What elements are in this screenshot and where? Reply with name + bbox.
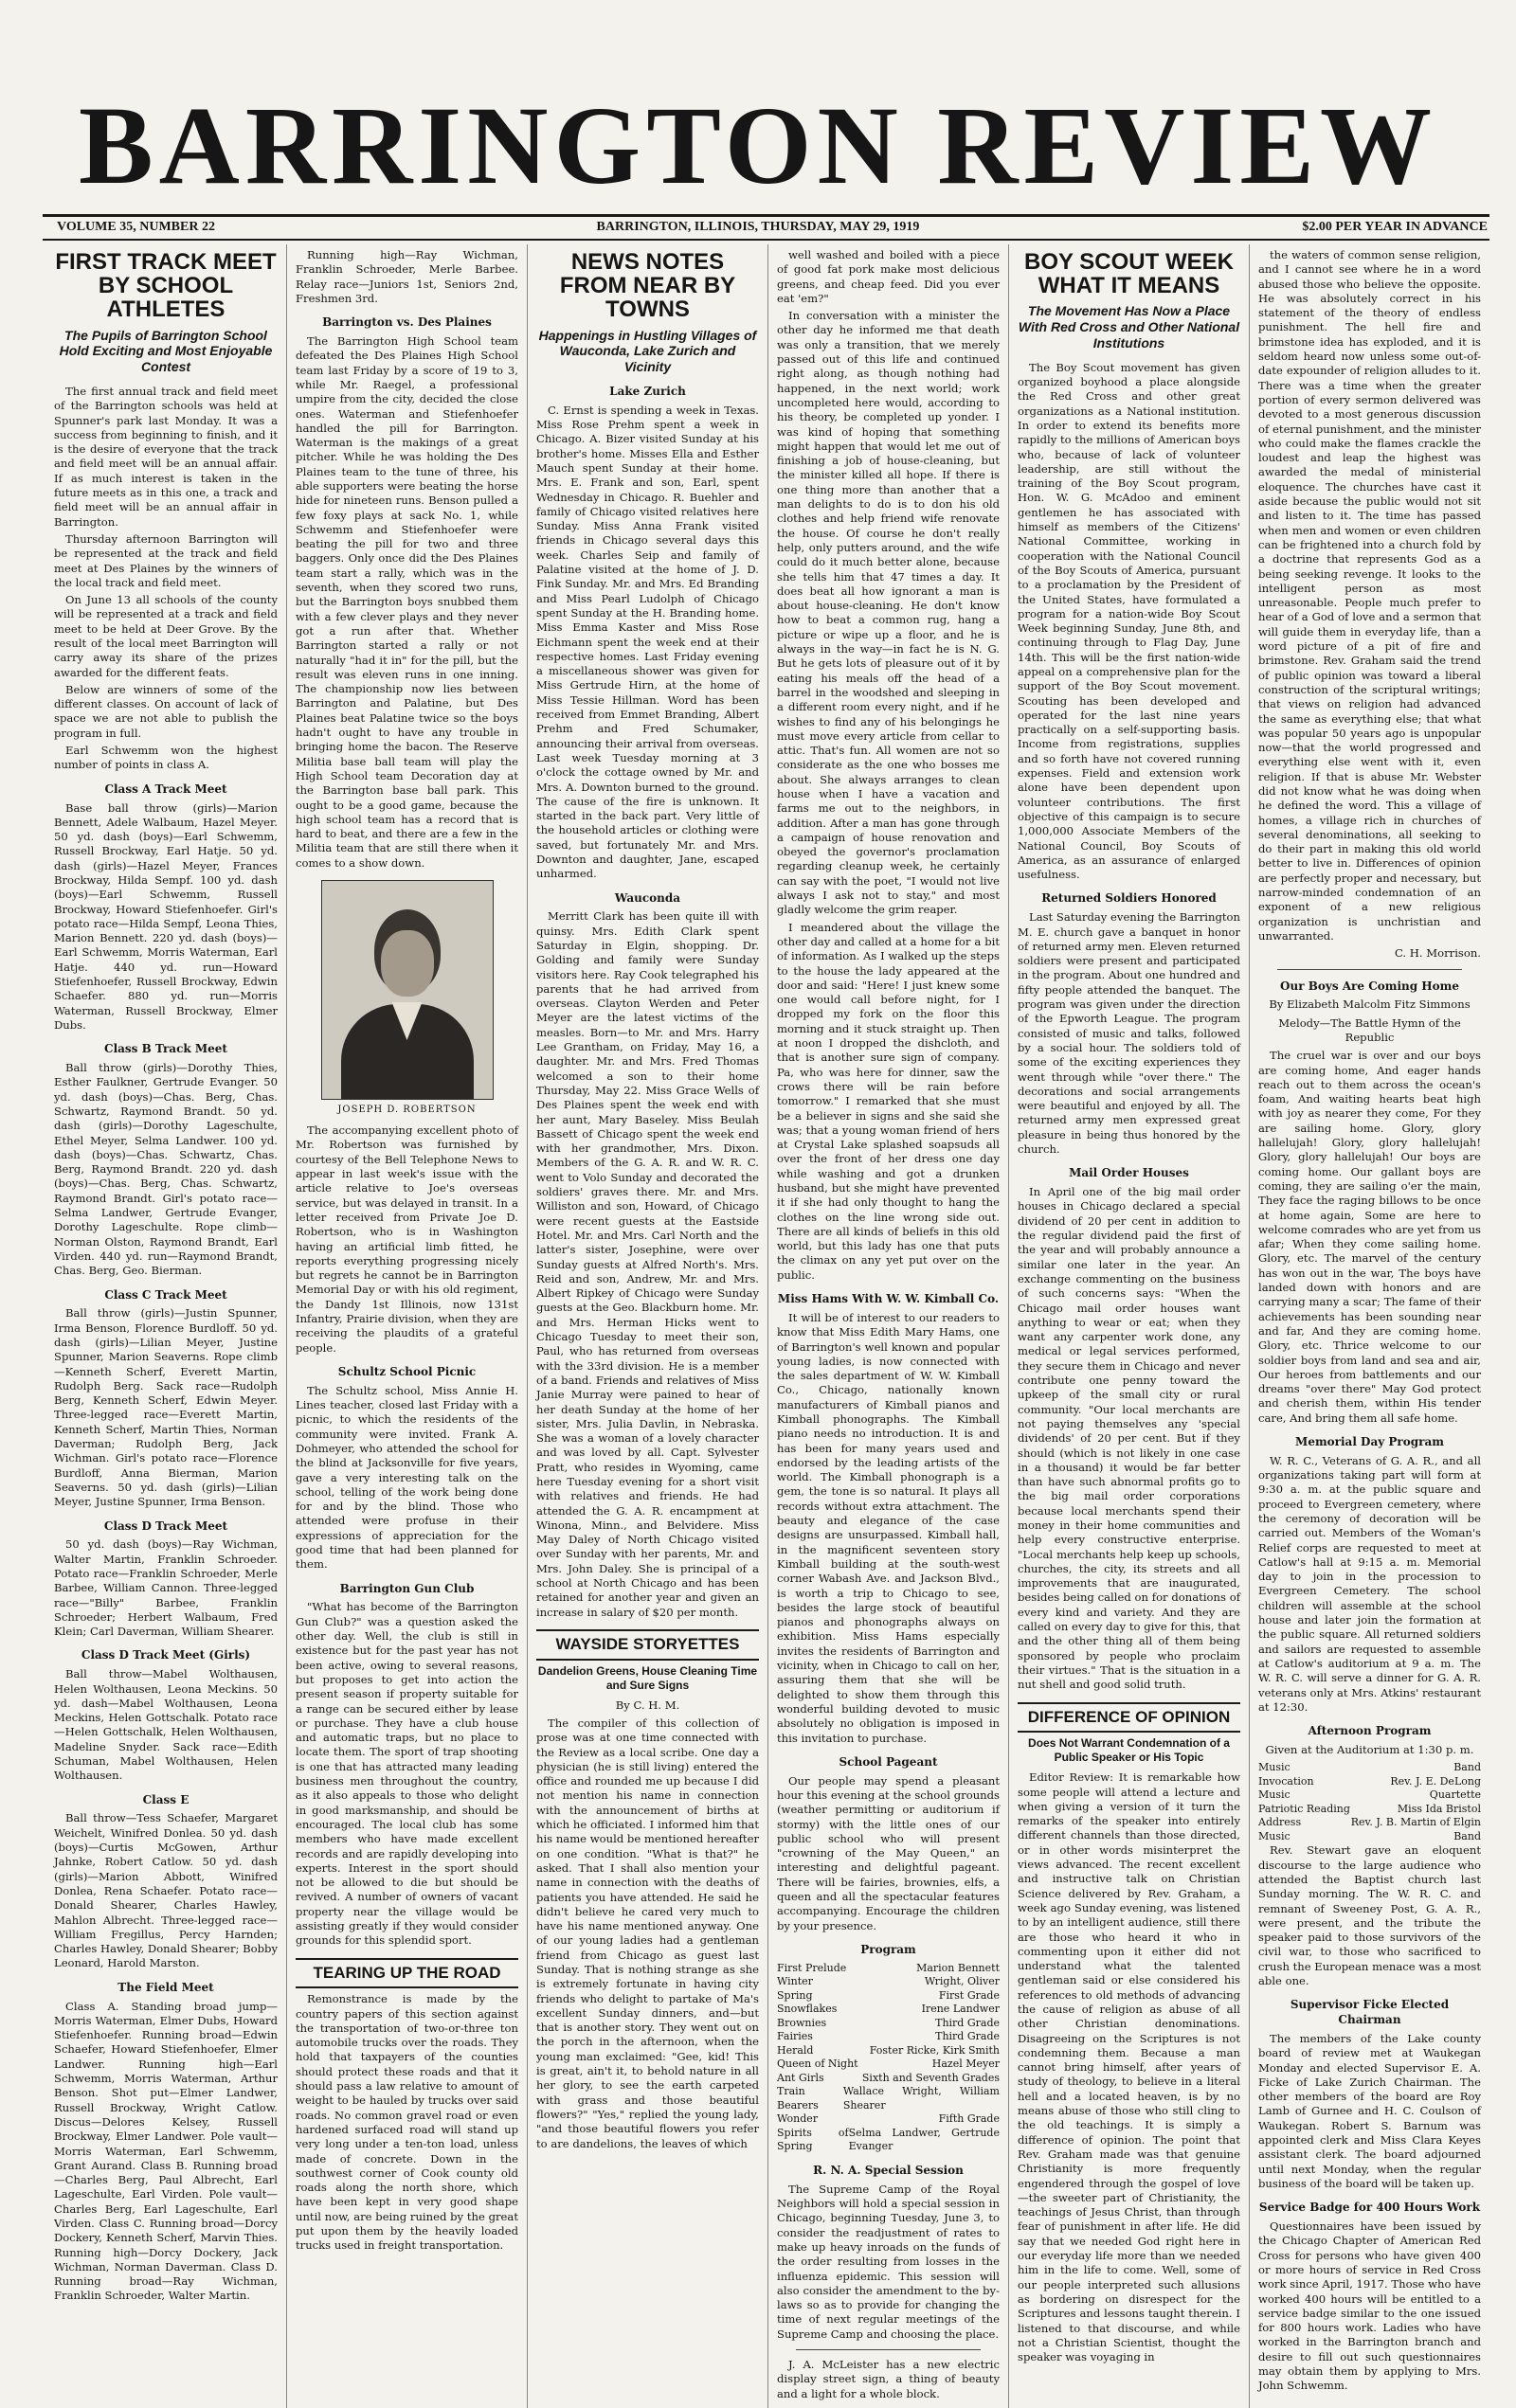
subhead-rna-session: R. N. A. Special Session	[813, 2163, 964, 2177]
subhead-class-d: Class D Track Meet	[103, 1518, 228, 1533]
subhead-class-e: Class E	[142, 1792, 190, 1806]
subhead-mail-order: Mail Order Houses	[1069, 1166, 1189, 1180]
afternoon-intro: Given at the Auditorium at 1:30 p. m.	[1265, 1742, 1474, 1756]
newspaper-title: BARRINGTON REVIEW	[78, 83, 1438, 207]
headline-difference-of-opinion: DIFFERENCE OF OPINION	[1018, 1702, 1240, 1734]
subhead-kimball: Miss Hams With W. W. Kimball Co.	[777, 1292, 1000, 1306]
headline-track-meet: FIRST TRACK MEET BY SCHOOL ATHLETES	[55, 249, 277, 323]
subhead-afternoon-program: Afternoon Program	[1308, 1724, 1432, 1738]
program-row: Music Band	[1258, 1829, 1481, 1842]
pageant-program-list	[777, 1962, 1000, 2154]
program-row: Patriotic Reading Miss Ida Bristol	[1258, 1802, 1481, 1815]
article-tearing-up-road: Remonstrance is made by the country papers of this section against the transportation of two-or-three ton automobile trucks over the roads. They hold that taxpayers of the counties should protect these roads and that it should pass a law relative to amount of weight to be hauled by trucks over said roads. No common gravel road or even hardened surfaced road will stand up very long under a ten-ton load, unless made of concrete. Down in the southwest corner of Cook county old roads along the north shore, which have been kept in very good shape until now, are being ruined by the great put upon them by the heavily loaded trucks used in freight transportation.	[296, 1992, 518, 2253]
program-row: First Prelude Marion Bennett	[777, 1961, 1000, 1974]
subhead-returned-soldiers: Returned Soldiers Honored	[1041, 891, 1217, 906]
program-row: Herald Foster Ricke, Kirk Smith	[777, 2043, 1000, 2057]
program-row: Invocation Rev. J. E. DeLong	[1258, 1774, 1481, 1788]
subhead-lake-zurich: Lake Zurich	[609, 384, 686, 398]
newspaper-columns	[45, 244, 1489, 2400]
subhead-gun-club: Barrington Gun Club	[339, 1581, 475, 1595]
subhead-school-pageant: School Pageant	[839, 1754, 938, 1769]
article-service-badge: Questionnaires have been issued by the Chicago Chapter of American Red Cross for persons who have given 400 or more hours of service in Red Cross work since April, 1917. Those who have worked 400 hours will be entitled to a service badge similar to the one issued for 800 hours work. Ladies who have worked in the Barrington branch and desire to fill out such questionnaires may obtain them by applying to Mrs. John Schwemm.	[1258, 2219, 1481, 2393]
headline-boy-scout-week: BOY SCOUT WEEK WHAT IT MEANS	[1024, 249, 1234, 299]
program-row: Spirits of Spring Selma Landwer, Gertrude Evanger	[777, 2126, 1000, 2153]
subhead-class-d-girls: Class D Track Meet (Girls)	[81, 1648, 251, 1662]
column-6	[1249, 244, 1489, 2408]
article-paragraph: I meandered about the village the other day and called at a home for a bit of information. As I walked up the steps to the house the lady appeared at the door and said: "Here! I just knew some one would call before night, for I dropped my fork on the floor this morning and it stuck straight up. Then at noon I dropped the dishcloth, and that is another sure sign of company. Pa, who was here for dinner, saw the crows there will be rain before tomorrow." I remarked that she must be a believer in signs and she said she was; that a young woman friend of hers at Crystal Lake splashed soapsuds all over the front of her dress one day while washing and got a drunken husband, but she might have prevented it if she had only thought to hang the clothes on the line wrong side out. There are all kinds of beliefs in this old world, but this lady has one that puts the climax on any yet put over on the public.	[777, 920, 1000, 1282]
headline-news-notes: NEWS NOTES FROM NEAR BY TOWNS	[559, 249, 736, 323]
byline-poem: By Elizabeth Malcolm Fitz Simmons	[1269, 997, 1471, 1012]
article-paragraph: Below are winners of some of the different classes. On account of lack of space we are not able to publish the program in full.	[54, 682, 278, 740]
program-row: Music Quartette	[1258, 1788, 1481, 1802]
dateline: BARRINGTON, ILLINOIS, THURSDAY, MAY 29, 1919	[596, 220, 920, 234]
column-1	[45, 244, 286, 2408]
program-row: Fairies Third Grade	[777, 2030, 1000, 2043]
portrait-photo	[321, 880, 494, 1100]
program-row: Wonder Fifth Grade	[777, 2112, 1000, 2126]
article-wayside-storyettes: The compiler of this collection of prose was at one time connected with the Review as a local scribe. One day a physician (he is still living) entered the office and rounded me up because I did not mention his name in connection with the announcement of births at which he officiated. I informed him that his name would be mentioned hereafter on one condition. "What is that?" he asked. That I shall also mention your name in connection with the deaths of patients you have attended. He said he didn't believe he cared very much to have his name mentioned anyway. One of our young ladies had a gentleman friend from Chicago as guest last Sunday. That is nothing strange as she is extremely fortunate in having city friends who delight to partake of Ma's excellent Sunday dinners, and—but that is another story. They went out on the porch in the afternoon, when the young man exclaimed: "Gee, kid! This is great, ain't it, to behold nature in all her glory, to see the earth carpeted with grass and those beautiful flowers?" "Yes," replied the young lady, "and those beautiful flowers you refer to are dandelions, the leaves of which	[536, 1716, 759, 2150]
results-class-b: Ball throw (girls)—Dorothy Thies, Esther Faulkner, Gertrude Evanger. 50 yd. dash (boys)—Chas. Berg, Chas. Schwartz, Raymond Brandt. 50 yd. dash (girls)—Dorothy Lageschulte, Ethel Meyer, Selma Landwer. 100 yd. dash (boys)—Chas. Schwartz, Chas. Berg, Raymond Brandt. 220 yd. dash (boys)—Chas. Berg, Chas. Schwartz, Raymond Brandt. Girl's potato race—Selma Landwer, Gertrude Evanger, Dorothy Lageschulte. Rope climb—Norman Olston, Raymond Brandt, Earl Virden. 440 yd. run—Raymond Brandt, Chas. Berg, Geo. Bierman.	[54, 1061, 278, 1278]
headline-tearing-up-road: TEARING UP THE ROAD	[296, 1958, 518, 1989]
article-difference-of-opinion: Editor Review: It is remarkable how some people will attend a lecture and when giving a version of it turn the remarks of the speaker into entirely different channels than those directed, or in other words misinterpret the views advanced. The recent excellent and instructive talk on Christian Science delivered by Rev. Graham, a week ago Sunday evening, was listened to by an intelligent audience, still there are those who heard it who in commenting upon it either did not understand what the talented gentleman said or else considered his references to old methods of advancing the cause of religion as abuse of all other Christian denominations. Disagreeing on the Scriptures is not condemning them. Because a man cannot bring himself, after years of study of theology, to believe in a literal hell and a located heaven, is by no means abuse of those who still cling to the old teachings. It is simply a difference of opinion. The point that Rev. Graham made was that genuine Christianity is more frequently engendered through the gospel of love—the sweeter part of Christianity, the teachings of Jesus Christ, than through fear of punishment in after life. He did say that we needed God right here in our everyday life more than we needed him in the life to come. Well, some of our people interpreted such allusions as bordering on disrespect for the Scriptures and lessons taught therein. I listened to that discourse, and while not a Christian Scientist, thought the speaker was voyaging in	[1018, 1770, 1240, 2364]
article-school-pageant: Our people may spend a pleasant hour this evening at the school grounds (weather permitting or auditorium if stormy) with the little ones of our public school who will present "crowning of the May Queen," an interesting and delightful pageant. There will be fairies, brownies, elfs, a queen and all the spectacular features accompanying. Encourage the children by your presence.	[777, 1773, 1000, 1932]
results-field-meet: Class A. Standing broad jump—Morris Waterman, Elmer Dubs, Howard Stiefenhoefer. Running broad—Edwin Schaefer, Howard Stiefenhoefer, Elmer Landwer. Running high—Earl Schwemm, Morris Waterman, Arthur Benson. Shot put—Elmer Landwer, Russell Brockway, Wright Catlow. Discus—Delores Kelsey, Russell Brockway, Elmer Landwer. Pole vault—Morris Waterman, Earl Schwemm, Grant Aurand. Class B. Running broad—Charles Berg, Paul Albrecht, Earl Lageschulte, Earl Virden. Pole vault—Charles Berg, Earl Lageschulte, Earl Virden. Class C. Running broad—Dorcy Dockery, Kenneth Scherf, Marvin Thies. Running high—Dorcy Dockery, Jack Wichman, Norman Daverman. Class D. Running broad—Ray Wichman, Franklin Schroeder, Walter Martin.	[54, 1999, 278, 2303]
poem-tune: Melody—The Battle Hymn of the Republic	[1278, 1015, 1461, 1044]
article-mcleister: J. A. McLeister has a new electric display street sign, a thing of beauty and a light for a whole block.	[777, 2358, 1000, 2400]
program-row: Address Rev. J. B. Martin of Elgin	[1258, 1816, 1481, 1829]
divider	[1277, 969, 1462, 970]
article-returned-soldiers: Last Saturday evening the Barrington M. E. church gave a banquet in honor of returned army men. Eleven returned soldiers were present and participated in the program. About one hundred and fifty people attended the banquet. The program was given under the direction of the Epworth League. The program consisted of music and talks, followed by a social hour. The soldiers told of some of the exciting experiences they went through while "over there." The decorations and social arrangements were beautiful and enjoyed by all. The returned army men expressed great pleasure in being thus honored by the church.	[1018, 910, 1240, 1157]
afternoon-program-list	[1258, 1761, 1481, 1843]
results-class-c: Ball throw (girls)—Justin Spunner, Irma Benson, Florence Burdloff. 50 yd. dash (girls)—Lilian Meyer, Justine Spunner, Marion Seaverns. Rope climb—Kenneth Scherf, Everett Martin, Rudolph Berg. Sack race—Rudolph Berg, Kenneth Scherf, Edwin Meyer. Three-legged race—Everett Martin, Kenneth Scherf, Martin Thies, Norman Daverman; Rudolph Berg, Jack Wichman. Girl's potato race—Florence Burdloff, Anna Bierman, Marion Seaverns. 50 yd. dash (girls)—Lilian Meyer, Justine Spunner, Irma Benson.	[54, 1306, 278, 1509]
subhead-program: Program	[860, 1942, 916, 1956]
program-row: Winter Wright, Oliver	[777, 1975, 1000, 1988]
dateline-rule	[43, 239, 1489, 241]
subhead-class-b: Class B Track Meet	[104, 1042, 227, 1056]
photo-caption: JOSEPH D. ROBERTSON	[337, 1105, 477, 1115]
article-paragraph: The first annual track and field meet of the Barrington schools was held at Spunner's park last Monday. It was a success from beginning to finish, and it is the desire of everyone that the track and field meet will be an annual affair. If as much interest is taken in the future meets as in this one, a track and field meet will be an annual affair in Barrington.	[54, 384, 278, 529]
results-class-e: Ball throw—Tess Schaefer, Margaret Weichelt, Winifred Donlea. 50 yd. dash (boys)—Curtis McGowen, Arthur Jahnke, Robert Catlow. 50 yd. dash (girls)—Marion Abbott, Winifred Donlea, Rena Schaefer. Potato race—Donald Shearer, Charles Hawley, Mahlon Albrecht. Three-legged race—William Fregillus, Percy Harnden; Charles Hawley, Donald Shearer; Bobby Leonard, Harold Marston.	[54, 1811, 278, 1970]
program-row: Queen of Night Hazel Meyer	[777, 2058, 1000, 2071]
subhead-ficke-chairman: Supervisor Ficke Elected Chairman	[1290, 1998, 1450, 2027]
subhead-field-meet: The Field Meet	[117, 1980, 214, 1994]
program-row: Brownies Third Grade	[777, 2016, 1000, 2029]
deck-difference-of-opinion: Does Not Warrant Condemnation of a Public Speaker or His Topic	[1028, 1736, 1230, 1765]
results-class-a: Base ball throw (girls)—Marion Bennett, Adele Walbaum, Hazel Meyer. 50 yd. dash (boys)—Earl Schwemm, Russell Brockway, Earl Hatje. 50 yd. dash (girls)—Hazel Meyer, Frances Brockway, Hilda Sempf. 100 yd. dash (boys)—Earl Schwemm, Russell Brockway, Howard Stiefenhoefer. Girl's potato race—Hilda Sempf, Leona Thies, Marion Bennett. 220 yd. dash (boys)—Earl Schwemm, Morris Waterman, Earl Hatje. 440 yd. run—Howard Stiefenhoefer, Russell Brockway, Edwin Schaefer. 880 yd. run—Morris Waterman, Russell Brockway, Elmer Dubs.	[54, 800, 278, 1032]
article-paragraph: On June 13 all schools of the county will be represented at a track and field meet to be held at Deer Grove. By the result of the local meet Barrington will carry away its share of the prizes awarded for the different feats.	[54, 593, 278, 679]
deck-news-notes: Happenings in Hustling Villages of Wauconda, Lake Zurich and Vicinity	[538, 327, 757, 375]
program-row: Snowflakes Irene Landwer	[777, 2003, 1000, 2016]
deck-boy-scout-week: The Movement Has Now a Place With Red Cross and Other National Institutions	[1018, 303, 1240, 350]
column-3	[527, 244, 767, 2408]
article-paragraph: Earl Schwemm won the highest number of points in class A.	[54, 744, 278, 772]
masthead-rule	[43, 214, 1489, 217]
subhead-service-badge: Service Badge for 400 Hours Work	[1258, 2201, 1481, 2215]
poem-body: The cruel war is over and our boys are coming home, And eager hands reach out to them across the ocean's foam, And waiting hearts beat high with joy as nearer they come, For they are sailing home. Glory, glory hallelujah! Glory, glory hallelujah! Glory, glory hallelujah! Our boys are coming home. Our gallant boys are coming, they are sailing o'er the main, They face the raging billows to be once at home again, Some are here to welcome comrades who are yet from us afar; When they come sailing home. Glory, etc. The marvel of the century has won out in the war, The boys have landed down with honors and are carrying many a scar; The fame of their achievements has been sounding near and far, And they are coming home. Glory, etc. Thrice welcome to our soldier boys from land and sea and air, Our heroes from battlements and our dreams "over there" May God protect and cherish them, within His tender care, And bring them all safe home.	[1258, 1049, 1481, 1425]
program-row: Train Bearers Wallace Wright, William Shearer	[777, 2085, 1000, 2111]
article-paragraph: the waters of common sense religion, and I cannot see where he in a word abused those who believe the opposite. He was absolutely correct in his statement of the theory of endless punishment. The hell fire and brimstone idea has exploded, and it is seldom heard now unless some out-of-date expounder of religion alludes to it. There was a time when the greater portion of every sermon delivered was devoted to a most generous discussion of eternal punishment, and the minister who could make the flames crackle the loudest and leap the highest was awarded the medal of ministerial eloquence. The churches have cast it aside because the public would not sit and listen to it. The time has passed when men and women or even children can be frightened into a church fold by a doctrine that represents God as a being seeking revenge. It looks to the intelligent person as most unreasonable. People much prefer to hear of a God of love and a sermon that will guide them in everyday life, than a word picture of a pit of fire and brimstone. Rev. Graham said the trend of public opinion was toward a liberal construction of the scriptural writings; that views on religion had advanced the same as everything else; that what was popular 50 years ago is unpopular now—that the world progressed and everything else went with it, even religion. If that is abuse Mr. Webster did not know what he was doing when he defined the word. This a village of homes, a village rich in churches of several denominations, all seeking to do their part in making this old world better to live in. Differences of opinion are perfectly proper and necessary, but narrow-minded condemnation of an exponent of a new religious organization is unchristian and unwarranted.	[1258, 248, 1481, 943]
article-paragraph: Running high—Ray Wichman, Franklin Schroeder, Merle Barbee. Relay race—Juniors 1st, Seniors 2nd, Freshmen 3rd.	[296, 248, 518, 305]
article-paragraph: Thursday afternoon Barrington will be represented at the track and field meet at Des Plaines by the winners of the local track and field meet.	[54, 531, 278, 589]
article-gun-club: "What has become of the Barrington Gun Club?" was a question asked the other day. Well, the club is still in existence but for the past year has not been active, owing to several reasons, but proposes to get into action the present season if property suitable for a range can be secured either by lease or purchase. They have a club house and automatic traps, but no place to locate them. The sport of trap shooting is one that has attracted many leading business men throughout the country, as it also appeals to those who delight in good marksmanship, and should be encouraged. The local club has some members who have made excellent records and are rapidly developing into experts. Interest in the sport should not be allowed to die but should be revived. A number of owners of vacant property near the village would be assisting greatly if they would consider grounds for this splendid sport.	[296, 1600, 518, 1948]
deck-track-meet: The Pupils of Barrington School Hold Exciting and Most Enjoyable Contest	[59, 327, 273, 375]
subhead-schultz-picnic: Schultz School Picnic	[337, 1364, 477, 1378]
article-lake-zurich: C. Ernst is spending a week in Texas. Miss Rose Prehm spent a week in Chicago. A. Bizer visited Sunday at his brother's home. Misses Ella and Esther Mauch spent Sunday at their home. Mrs. E. Frank and son, Earl, spent Wednesday in Chicago. R. Buehler and family of Chicago visited relatives here Sunday. Miss Anna Frank visited friends in Chicago several days this week. Charles Seip and family of Palatine visited at the home of J. D. Fink Sunday. Mr. and Mrs. Ed Branding and Miss Pearl Ludolph of Chicago spent Sunday at the H. Branding home. Miss Emma Kaster and Miss Rose Eichmann spent the week end at their respective homes. Last Friday evening a miscellaneous shower was given for Miss Gertrude Hirn, at the home of Miss Tessie Hillman. Word has been received from Emmet Branding, Albert Prehm and Fred Schumaker, announcing their arrival from overseas. Last week Tuesday morning at 3 o'clock the cottage owned by Mr. and Mrs. A. Downton burned to the ground. The cause of the fire is unknown. It started in the back part. Very little of the household articles or clothing were saved, but fortunately Mr. and Mrs. Downton and daughter, Jane, escaped unharmed.	[536, 403, 759, 881]
signature: C. H. Morrison.	[1394, 946, 1481, 961]
column-5	[1008, 244, 1249, 2408]
article-kimball: It will be of interest to our readers to know that Miss Edith Mary Hams, one of Barrington's well known and popular young ladies, is now connected with the sales department of W. W. Kimball Co., Chicago, nationally known manufacturers of Kimball pianos and Kimball phonographs. The Kimball piano needs no introduction. It is and has been for many years used and endorsed by the leading artists of the world. The Kimball phonograph is a gem, the tone is so natural. It plays all records without extra attachment. The beauty and elegance of the case designs are unsurpassed. Kimball hall, in the magnificent seventeen story Kimball building at the south-west corner Wabash Ave. and Jackson Blvd., is worth a trip to Chicago to see, besides the large stock of beautiful pianos and phonographs always on exhibition. Miss Hams especially invites the residents of Barrington and vicinity, when in Chicago to call on her, assuring them that she will be delighted to show them through this wonderful building devoted to music absolutely no obligation is imposed in this invitation to purchase.	[777, 1310, 1000, 1745]
article-rna-session: The Supreme Camp of the Royal Neighbors will hold a special session in Chicago, beginning Tuesday, June 3, to consider the readjustment of rates to make up heavy inroads on the funds of the order resulting from losses in the influenza epidemic. This session will also consider the amendment to the by-laws so as to provide for changing the time of next regular meetings of the Supreme Camp and choosing the place.	[777, 2182, 1000, 2341]
volume-number: VOLUME 35, NUMBER 22	[57, 220, 215, 234]
byline-chm: By C. H. M.	[615, 1698, 680, 1712]
subhead-class-a: Class A Track Meet	[104, 782, 227, 796]
article-mail-order: In April one of the big mail order houses in Chicago declared a special dividend of 20 per cent in addition to the regular dividend paid the first of the year and will probably announce a similar one later in the year. An exchange commenting on the business of such concerns says: "When the Chicago mail order houses want anything to wear or eat; when they want any carpenter work done, any medical or legal services performed, they secure them in Chicago and never contribute one penny toward the upkeep of the small city or rural community. "Our local merchants are not paying themselves any 'special dividends' of 20 per cent. But if they should (which is not likely in one case in a thousand) it would be far better than have such abnormal profits go to the big mail order corporations because local merchants spend their money in their home communities and help every constructive enterprise. "Local merchants help keep up schools, churches, the city, its streets and all improvements that are inaugurated, besides being called on for donations of every kind and variety. And they are called on every day to give for this, that and the other thing all of them being sponsored by people who proclaim their virtues." That is the situation in a nut shell and good solid truth.	[1018, 1185, 1240, 1692]
article-schultz-picnic: The Schultz school, Miss Annie H. Lines teacher, closed last Friday with a picnic, to which the residents of the community were invited. Frank A. Dohmeyer, who attended the school for the blind at Jacksonville for five years, gave a very interesting talk on the school, telling of the work being done for and by the blind. Those who attended were profuse in their expressions of appreciation for the good time that had been planned for them.	[296, 1383, 518, 1572]
divider	[796, 2349, 981, 2350]
results-class-d: 50 yd. dash (boys)—Ray Wichman, Walter Martin, Franklin Schroeder. Potato race—Franklin Schroeder, Merle Barbee, William Cannon. Three-legged race—"Billy" Barbee, Franklin Schroeder; Herbert Walbaum, Fred Klein; Carl Daverman, William Shearer.	[54, 1537, 278, 1639]
article-baptist-church: Rev. Stewart gave an eloquent discourse to the large audience who attended the Baptist church last Sunday morning. The W. R. C. and remnant of Sweeney Post, G. A. R., were present, and the tribute the speaker paid to those survivors of the civil war, to those who sacrificed to crush the European menace was a most able one.	[1258, 1843, 1481, 1988]
subhead-class-c: Class C Track Meet	[104, 1287, 227, 1302]
subhead-des-plaines: Barrington vs. Des Plaines	[322, 315, 492, 330]
column-2	[286, 244, 527, 2408]
program-row: Ant Girls Sixth and Seventh Grades	[777, 2071, 1000, 2084]
subhead-memorial-day: Memorial Day Program	[1295, 1434, 1444, 1448]
deck-wayside-storyettes: Dandelion Greens, House Cleaning Time and Sure Signs	[537, 1663, 758, 1692]
article-memorial-day: W. R. C., Veterans of G. A. R., and all organizations taking part will form at 9:30 a. m. at the public square and proceed to Evergreen cemetery, where the ceremony of decoration will be carried out. Members of the Woman's Relief corps are requested to meet at Catlow's hall at 9:15 a. m. Memorial day to join in the procession to Evergreen Cemetery. The school children will assemble at the school house and later join the formation at the public square. All returned soldiers and sailors are requested to assemble at Catlow's auditorium at 9 a. m. The W. R. C. will serve a dinner for G. A. R. veterans only at Mrs. Atkins' restaurant at 12:30.	[1258, 1453, 1481, 1714]
subhead-wauconda: Wauconda	[614, 890, 681, 905]
article-ficke-chairman: The members of the Lake county board of review met at Waukegan Monday and elected Supervisor E. A. Ficke of Lake Zurich Chairman. The other members of the board are Roy Lamb of Gurnee and H. C. Coulson of Waukegan. Robert S. Barnum was appointed clerk and Miss Clara Keyes assistant clerk. The board adjourned until next Monday, when the regular business of the board will be taken up.	[1258, 2032, 1481, 2190]
masthead	[0, 0, 1516, 234]
results-class-d-girls: Ball throw—Mabel Wolthausen, Helen Wolthausen, Leona Meckins. 50 yd. dash—Mabel Wolthausen, Leona Meckins, Helen Gottschalk. Potato race—Helen Gottschalk, Helen Wolthausen, Madeline Snyder. Sack race—Edith Schuman, Mabel Wolthausen, Helen Wolthausen.	[54, 1667, 278, 1783]
subscription-price: $2.00 PER YEAR IN ADVANCE	[1302, 220, 1488, 234]
article-robertson: The accompanying excellent photo of Mr. Robertson was furnished by courtesy of the Bell Telephone News to appear in last week's issue with the article relative to Joe's overseas service, but was delayed in transit. In a letter received from Private Joe D. Robertson, who is in Washington having an artificial limb fitted, he reports everything progressing nicely but regrets he cannot be in Barrington Memorial Day or with his old regiment, the Dandy 1st Illinois, now 131st Infantry, Prairie division, when they are receiving the plaudits of a grateful people.	[296, 1123, 518, 1355]
article-boy-scout-week: The Boy Scout movement has given organized boyhood a place alongside the Red Cross and other great organizations as a National institution. In order to extend its benefits more rapidly to the millions of American boys who, because of lack of volunteer leadership, are still without the training of the Boy Scout program, Hon. W. G. McAdoo and eminent gentlemen he has associated with himself as members of the Citizens' National Committee, working in cooperation with the National Council of the Boy Scouts of America, pursuant to a proclamation by the President of the United States, have formulated a program for a nation-wide Boy Scout Week beginning Sunday, June 8th, and continuing through to Flag Day, June 14th. This will be the first nation-wide appeal on a comprehensive plan for the support of the Boy Scout movement. Scouting has been developed and operated for the last nine years practically on a self-supporting basis. Income from registrations, supplies and so forth have not covered running expenses. Field and extension work alone have been dependent upon volunteer contributions. The first objective of this campaign is to secure 1,000,000 Associate Members of the National Council, Boy Scouts of America, as an assurance of enlarged usefulness.	[1018, 360, 1240, 882]
article-des-plaines: The Barrington High School team defeated the Des Plaines High School team last Friday by a score of 19 to 3, while Mr. Raegel, a professional umpire from the city, decided the close ones. Waterman and Stiefenhoefer handled the pill for Barrington. Waterman is the makings of a great pitcher. While he was holding the Des Plaines team to the tune of three, his able supporters were beating the horse hide for nineteen runs. Benson pulled a few foxy plays at sack No. 1, while Schwemm and Stiefenhoefer were beating the pill for two and three baggers. Only once did the Des Plaines team start a rally, which was in the seventh, when they scored two runs, but the Barrington boys snubbed them with a few clever plays and they never got a run after that. Whether Barrington started a rally or not naturally "had it in" for the pill, but the result was eleven runs in one inning. The championship now lies between Barrington and Palatine, but Des Plaines beat Palatine twice so the boys hadn't ought to have any trouble in bringing home the bacon. The Reserve Militia base ball team will play the High School team Decoration day at the Barrington base ball park. This ought to be a good game, because the high school team has a record that is hard to beat, and there are a few in the Militia team that are still there when it comes to a show down.	[296, 334, 518, 870]
program-row: Music Band	[1258, 1761, 1481, 1774]
subhead-our-boys-poem: Our Boys Are Coming Home	[1280, 979, 1459, 993]
column-4	[767, 244, 1008, 2408]
article-paragraph: well washed and boiled with a piece of good fat pork make most delicious greens, and cheap feed. Did you ever eat 'em?"	[777, 248, 1000, 305]
program-row: Spring First Grade	[777, 1988, 1000, 2002]
headline-wayside-storyettes: WAYSIDE STORYETTES	[536, 1629, 759, 1661]
article-wauconda: Merritt Clark has been quite ill with quinsy. Mrs. Edith Clark spent Saturday in Elgin, shopping. Dr. Golding and family were Sunday visitors here. Ray Cook telegraphed his parents that he had arrived from overseas. Clayton Werden and Peter Meyer are the latest victims of the measles. Born—to Mr. and Mrs. Harry Lee Grantham, on Friday, May 16, a daughter. Mr. and Mrs. Fred Thomas welcomed a son to their home Thursday, May 22. Miss Grace Wells of Des Plaines spent the week end with her aunt, Mary Baseley. Miss Beulah Bassett of Chicago spent the week end with her grandmother, Mrs. Dixon. Members of the G. A. R. and W. R. C. went to Volo Sunday and decorated the soldiers' graves there. Mr. and Mrs. Williston and son, Howard, of Chicago were recent guests at the Eastside Hotel. Mr. and Mrs. Carl North and the latter's sister, Josephine, were over Sunday guests at Alfred North's. Mrs. Reid and son, Andrew, Mr. and Mrs. Albert Ripkey of Chicago were Sunday guests at the Geo. Blackburn home. Mr. and Mrs. Herman Hicks went to Chicago Tuesday to meet their son, Paul, who has returned from overseas with the 33rd division. He is a member of a band. Friends and relatives of Miss Janie Murray were pained to hear of her death Sunday at the home of her sister, Mrs. Julia Davlin, in Nebraska. She was a woman of a lovely character and was loved by all. Capt. Sylvester Pratt, who resides in Wyoming, came here Tuesday evening for a short visit with relatives and friends. He had attended the G. A. R. encampment at Winona, Minn., and Belvidere. Miss May Daley of North Chicago visited over Sunday with her parents, Mr. and Mrs. John Daley. She is principal of a school at North Chicago and has been retained for another year and given an increase in salary of $20 per month.	[536, 909, 759, 1619]
article-paragraph: In conversation with a minister the other day he informed me that death was only a transition, that we merely passed out of this life and continued right along, as though nothing had happened, in the next world; work uncompleted here would, according to his theory, be completed up yonder. I was kind of hoping that something might happen that would let me out of finishing a job of house-cleaning, but the minister killed all hope. If there is one thing more than another that a man delights to do is to don his old clothes and help friend wife renovate the house. Of course he don't really help, only putters around, and the wife could do it much better alone, because she tells him that 47 times a day. It does beat all how ignorant a man is about house-cleaning. He don't know how to beat a common rug, hang a picture or wipe up a floor, and he is always in the way—in fact he is N. G. But he gets lots of pleasure out of it by eating his meals off the head of a barrel in the woodshed and sleeping in a different room every night, and if he wishes to find any of his belongings he must move every article from cellar to attic. That's fun. All women are not so considerate as the one who bosses me about. She always arranges to clean house when I have a vacation and farms me out to the neighbors, in addition. After a man has gone through a campaign of house renovation and obeyed the governor's proclamation regarding cleanup week, he certainly can say with the poet, "I would not live always I ask not to stay," and most gladly welcome the grim reaper.	[777, 309, 1000, 917]
